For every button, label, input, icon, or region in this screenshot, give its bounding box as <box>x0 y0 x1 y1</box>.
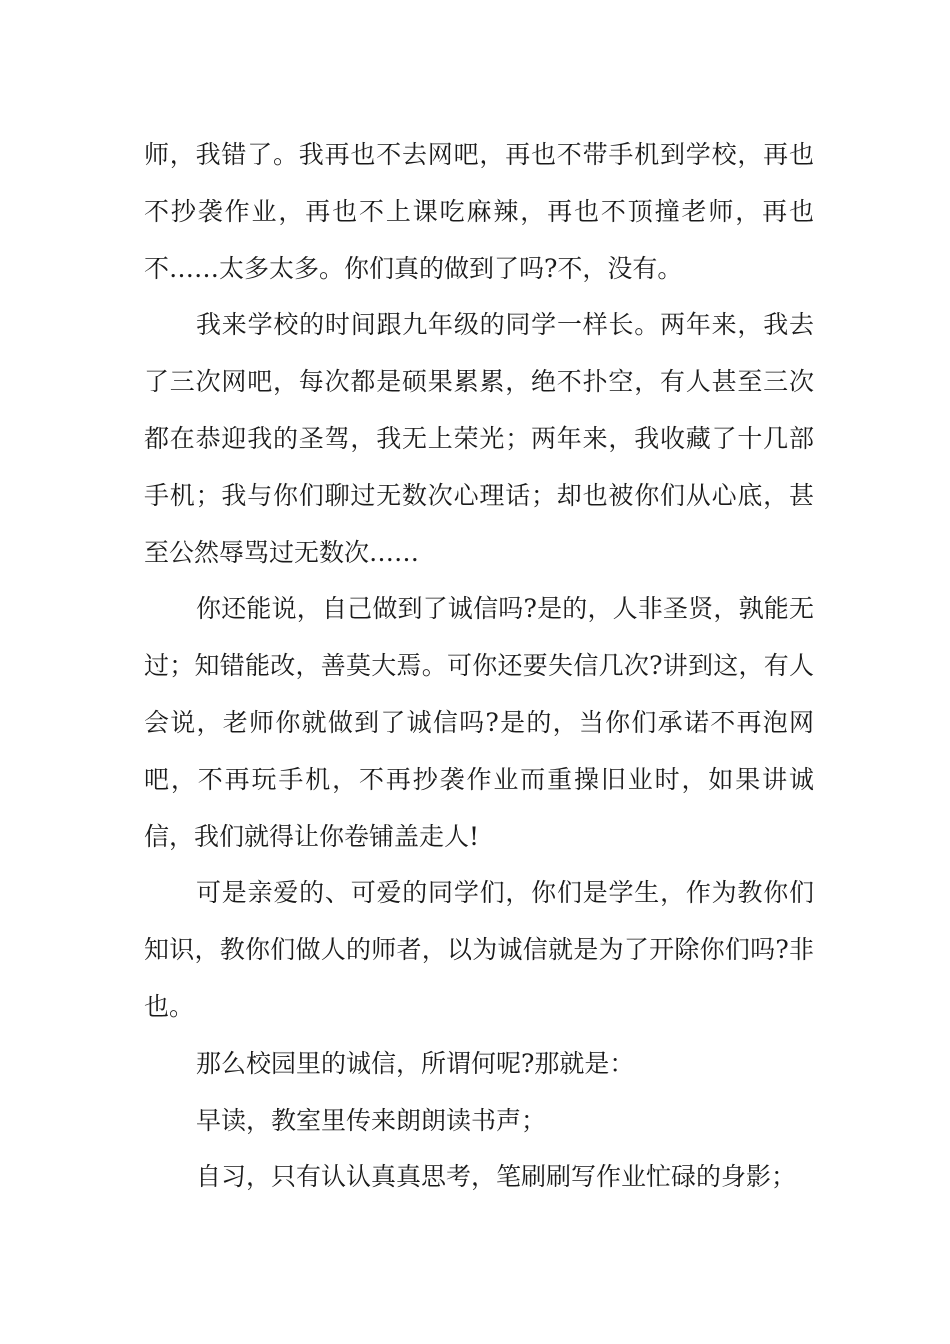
paragraph-continued: 师，我错了。我再也不去网吧，再也不带手机到学校，再也不抄袭作业，再也不上课吃麻辣，再也不顶撞老师，再也不……太多太多。你们真的做到了吗?不，没有。 <box>144 140 814 283</box>
paragraph: 那么校园里的诚信，所谓何呢?那就是： <box>196 1048 635 1078</box>
paragraph: 可是亲爱的、可爱的同学们，你们是学生，作为教你们知识，教你们做人的师者，以为诚信就是为了开除你们吗?非也。 <box>144 878 814 1021</box>
paragraph: 早读，教室里传来朗朗读书声； <box>196 1105 547 1135</box>
paragraph: 我来学校的时间跟九年级的同学一样长。两年来，我去了三次网吧，每次都是硕果累累，绝不扑空，有人甚至三次都在恭迎我的圣驾，我无上荣光；两年来，我收藏了十几部手机；我与你们聊过无数次心理话；却也被你们从心底，甚至公然辱骂过无数次…… <box>144 310 814 567</box>
paragraph: 你还能说，自己做到了诚信吗?是的，人非圣贤，孰能无过；知错能改，善莫大焉。可你还要失信几次?讲到这，有人会说，老师你就做到了诚信吗?是的，当你们承诺不再泡网吧，不再玩手机，不再抄袭作业而重操旧业时，如果讲诚信，我们就得让你卷铺盖走人! <box>144 594 814 851</box>
paragraph: 自习，只有认认真真思考，笔刷刷写作业忙碌的身影； <box>196 1162 797 1192</box>
document-body <box>144 127 814 1206</box>
